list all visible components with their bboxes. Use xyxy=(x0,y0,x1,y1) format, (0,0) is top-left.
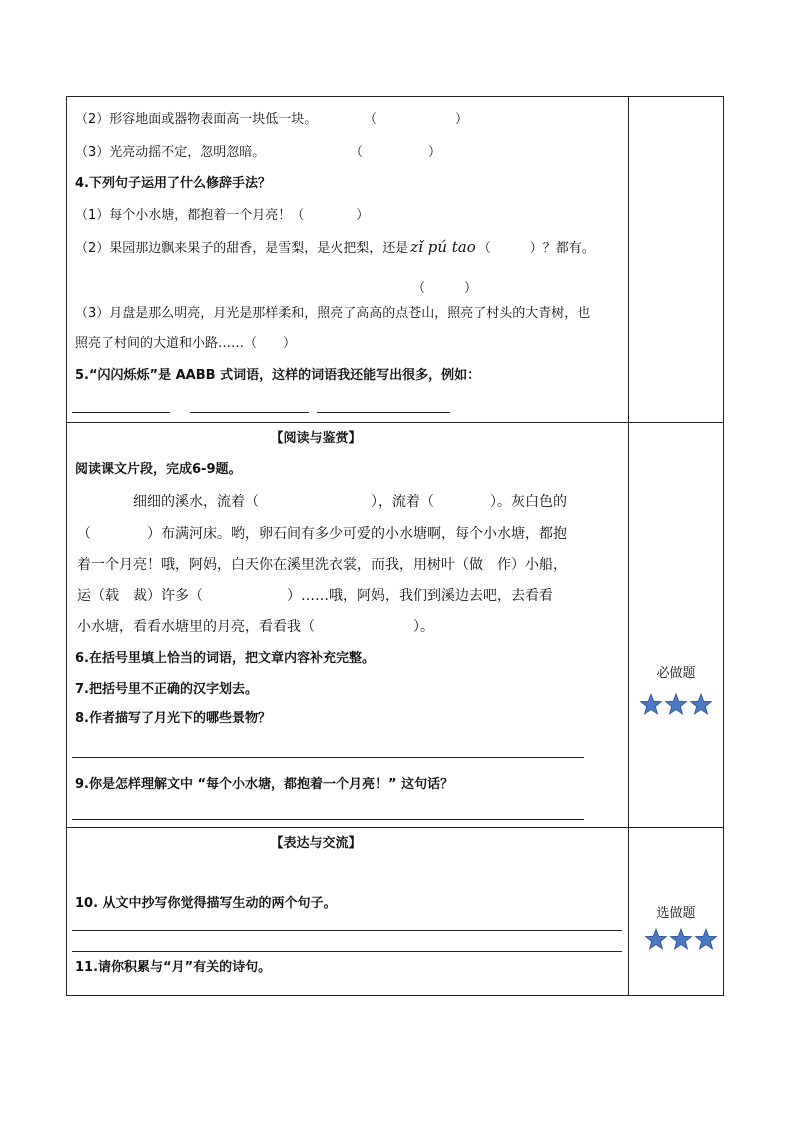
q5-text: 5.“闪闪烁烁”是 AABB 式词语，这样的词语我还能写出很多，例如： xyxy=(75,368,481,383)
q11-text: 11.请你积累与“月”有关的诗句。 xyxy=(75,960,272,975)
row-divider-2 xyxy=(66,827,724,828)
star-icon xyxy=(669,928,693,952)
column-divider xyxy=(628,96,629,996)
q5-answer-line-2[interactable] xyxy=(190,412,309,413)
required-label: 必做题 xyxy=(656,666,696,681)
reading-heading: 【阅读与鉴赏】 xyxy=(270,431,362,446)
star-icon xyxy=(689,693,713,717)
q3-item-2-blank: （ ） xyxy=(364,112,469,127)
q9-answer-line[interactable] xyxy=(72,819,584,820)
q4-item-2-pinyin: zǐ pú tao xyxy=(410,238,476,256)
star-icon xyxy=(644,928,668,952)
q8-answer-line[interactable] xyxy=(72,757,584,758)
q9-text: 9.你是怎样理解文中 “每个小水塘，都抱着一个月亮！” 这句话？ xyxy=(75,777,454,792)
optional-stars xyxy=(644,928,719,956)
q10-text: 10. 从文中抄写你觉得描写生动的两个句子。 xyxy=(75,896,337,911)
q3-item-2 xyxy=(75,112,317,128)
q3-item-3-text: （3）光亮动摇不定，忽明忽暗。 xyxy=(75,145,266,160)
star-icon xyxy=(694,928,718,952)
passage-line-4: 运（载 裁）许多（ ）……哦，阿妈，我们到溪边去吧，去看看 xyxy=(77,588,553,604)
star-icon xyxy=(664,693,688,717)
table-frame xyxy=(66,96,724,996)
q6-text: 6.在括号里填上恰当的词语，把文章内容补充完整。 xyxy=(75,651,375,666)
q7-text: 7.把括号里不正确的汉字划去。 xyxy=(75,682,258,697)
q4-item-2-answer-blank: （ ） xyxy=(412,281,478,296)
q4-item-3-line1: （3）月盘是那么明亮，月光是那样柔和，照亮了高高的点苍山，照亮了村头的大青树，也 xyxy=(75,306,591,321)
q4-item-1: （1）每个小水塘，都抱着一个月亮！（ ） xyxy=(75,208,370,223)
q5-answer-line-1[interactable] xyxy=(72,412,170,413)
q4-item-2-post: （ ）？都有。 xyxy=(477,241,595,256)
passage-line-2: （ ）布满河床。哟，卵石间有多少可爱的小水塘啊，每个小水塘，都抱 xyxy=(77,526,567,542)
q3-item-3-blank: （ ） xyxy=(350,145,442,160)
passage-line-3: 着一个月亮！哦，阿妈，白天你在溪里洗衣裳，而我，用树叶（做 作）小船， xyxy=(77,557,567,573)
q4-item-2 xyxy=(75,239,595,257)
q3-item-2-text: （2）形容地面或器物表面高一块低一块。 xyxy=(75,112,318,127)
passage-line-5: 小水塘，看看水塘里的月亮，看看我（ ）。 xyxy=(77,619,434,635)
expression-heading: 【表达与交流】 xyxy=(270,836,362,851)
optional-label: 选做题 xyxy=(656,906,696,921)
q8-text: 8.作者描写了月光下的哪些景物？ xyxy=(75,711,271,726)
q10-answer-line-2[interactable] xyxy=(72,951,622,952)
passage-line-1: 细细的溪水，流着（ ），流着（ ）。灰白色的 xyxy=(133,494,567,510)
star-icon xyxy=(639,693,663,717)
reading-intro: 阅读课文片段，完成6-9题。 xyxy=(75,462,242,477)
q4-title: 4.下列句子运用了什么修辞手法？ xyxy=(75,176,271,191)
row-divider-1 xyxy=(66,422,724,423)
q5-answer-line-3[interactable] xyxy=(317,412,450,413)
q10-answer-line-1[interactable] xyxy=(72,930,622,931)
required-stars xyxy=(639,693,714,721)
q4-item-2-pre: （2）果园那边飘来果子的甜香，是雪梨，是火把梨，还是 xyxy=(75,241,409,256)
q4-item-3-line2: 照亮了村间的大道和小路……（ ） xyxy=(75,336,297,351)
worksheet-table xyxy=(66,96,724,996)
